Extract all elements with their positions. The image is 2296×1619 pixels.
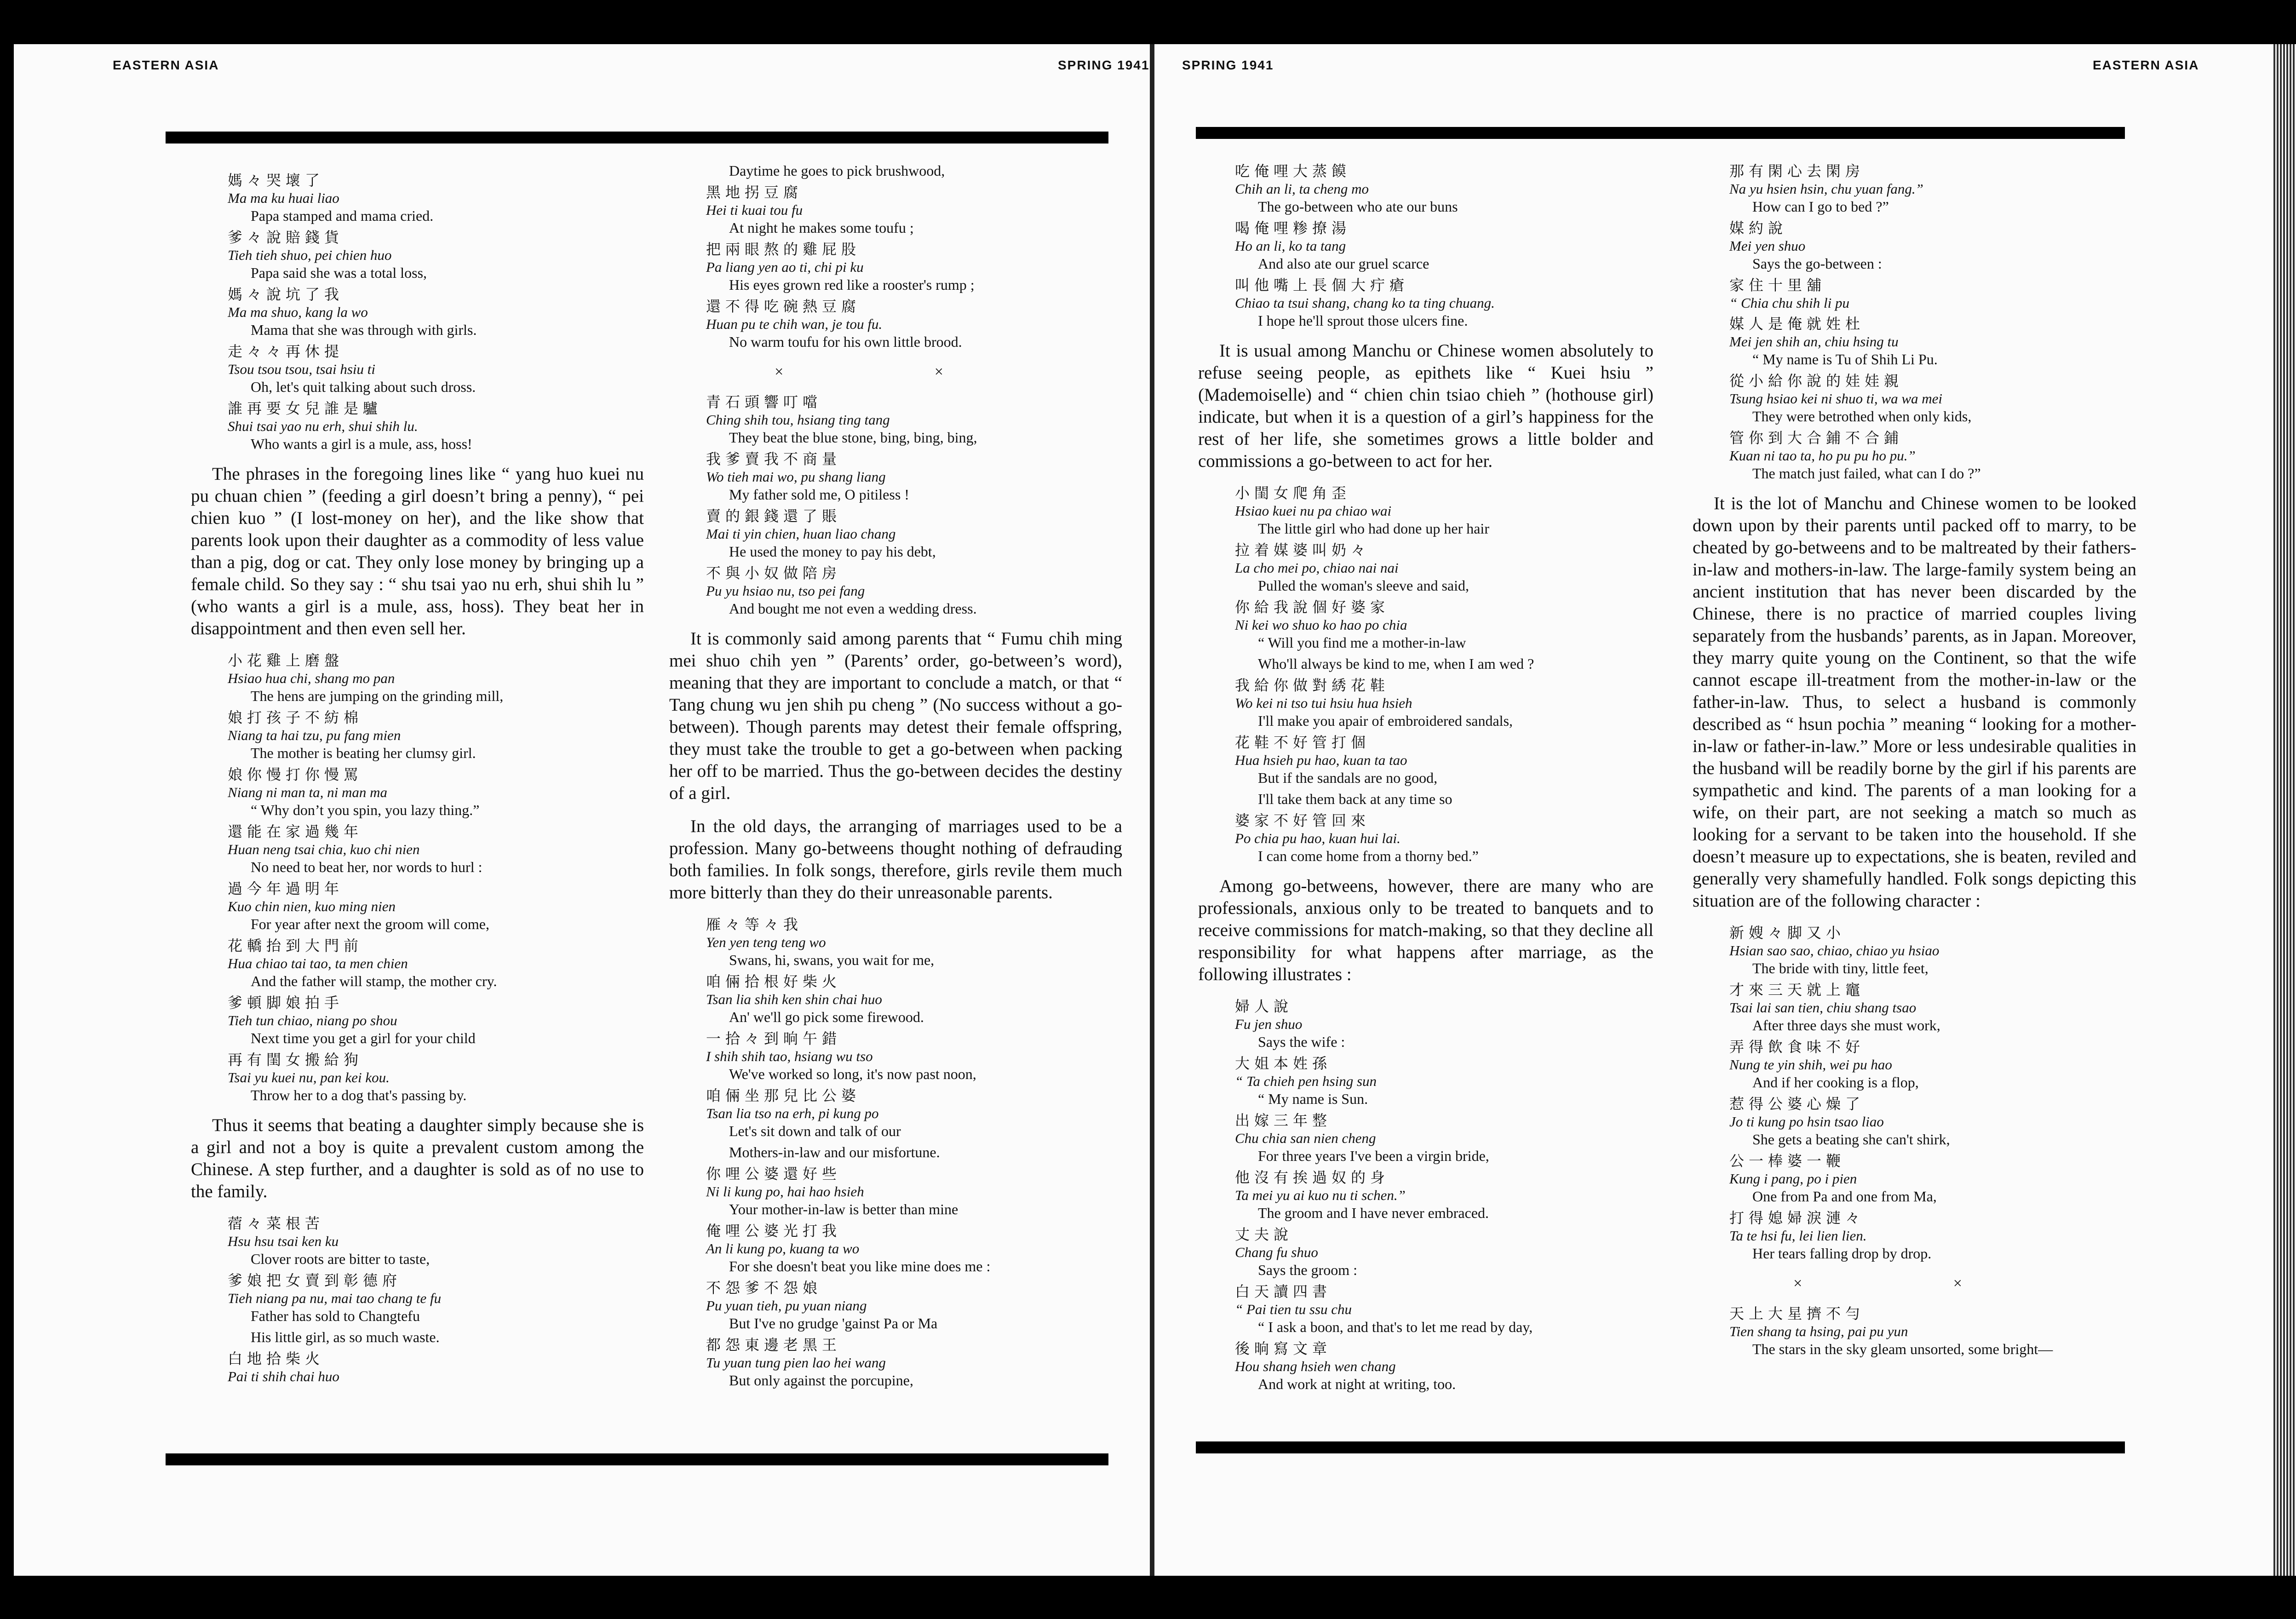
verse	[1198, 733, 1653, 787]
english-line: The stars in the sky gleam unsorted, some bright—	[1752, 1341, 2053, 1357]
verse	[1198, 483, 1653, 538]
english-line: The groom and I have never embraced.	[1258, 1205, 1489, 1221]
verse	[669, 161, 1122, 180]
right-page	[1154, 44, 2272, 1576]
chinese-line: 媽々哭壞了	[228, 172, 325, 189]
chinese-line: 爹々說賠錢貨	[228, 229, 344, 246]
chinese-line: 爹娘把女賣到彰德府	[228, 1272, 402, 1289]
romanization-line: Ho an li, ko ta tang	[1235, 238, 1346, 254]
english-line: No warm toufu for his own little brood.	[729, 333, 962, 350]
paragraph: It is usual among Manchu or Chinese women absolutely to refuse seeing people, as epithets like “ Kuei hsiu ” (Mademoiselle) and “ chien chin tsiao chieh ” (hothouse girl) indicate, but when it is a question of a girl’s happiness for the rest of her life, she sometimes grows a little bolder and commissions a go-between to act for her.	[1198, 341, 1653, 471]
verse	[1693, 1304, 2136, 1358]
verse	[191, 285, 644, 339]
romanization-line: Yen yen teng teng wo	[706, 934, 826, 950]
romanization-line: I shih shih tao, hsiang wu tso	[706, 1048, 873, 1064]
verse	[669, 449, 1122, 504]
verse	[1198, 1282, 1653, 1336]
chinese-line: 惹得公婆心燥了	[1729, 1095, 1865, 1113]
chinese-line: 婦人說	[1235, 998, 1293, 1015]
verse	[669, 1143, 1122, 1161]
english-line: They were betrothed when only kids,	[1752, 408, 1972, 425]
romanization-line: Mei jen shih an, chiu hsing tu	[1729, 333, 1899, 350]
chinese-line: 大姐本姓孫	[1235, 1055, 1332, 1072]
english-line: “ I ask a boon, and that's to let me read by day,	[1258, 1319, 1533, 1335]
romanization-line: “ Chia chu shih li pu	[1729, 295, 1849, 311]
romanization-line: Po chia pu hao, kuan hui lai.	[1235, 830, 1401, 846]
romanization-line: Hsian sao sao, chiao, chiao yu hsiao	[1729, 942, 1940, 959]
verse-group-2	[669, 392, 1122, 618]
english-line: Your mother-in-law is better than mine	[729, 1201, 959, 1217]
chinese-line: 喝俺哩糁撩湯	[1235, 219, 1351, 237]
verse	[1693, 1037, 2136, 1091]
english-line: The match just failed, what can I do ?”	[1752, 465, 1981, 482]
paragraph: The phrases in the foregoing lines like “ yang huo kuei nu pu chuan chien ” (feeding a girl doesn’t bring a penny), “ pei chien kuo ” (I lost-money on her), and the like show that parents look upon their daughter as a commodity of less value than a pig, dog or cat. They only lose money by bringing up a female child. So they say : “ shu tsai yao nu erh, shui shih lu ” (who wants a girl is a mule, ass, hoss). They beat her in disappointment and then even sell her.	[191, 464, 644, 638]
verse-group-1	[1198, 161, 1653, 330]
verse	[1693, 276, 2136, 311]
english-line: The go-between who ate our buns	[1258, 198, 1458, 215]
english-line: But if the sandals are no good,	[1258, 769, 1438, 786]
romanization-line: Tu yuan tung pien lao hei wang	[706, 1355, 886, 1371]
verse	[1693, 923, 2136, 977]
english-line: She gets a beating she can't shirk,	[1752, 1131, 1950, 1148]
english-line: An' we'll go pick some firewood.	[729, 1009, 924, 1025]
verse-group-3	[1693, 1304, 2136, 1358]
right-column-1	[1198, 161, 1653, 1403]
verse	[1198, 597, 1653, 652]
verse	[1198, 654, 1653, 673]
english-line: Who'll always be kind to me, when I am wed ?	[1258, 655, 1534, 672]
english-line: Says the go-between :	[1752, 255, 1882, 272]
chinese-line: 你給我說個好婆家	[1235, 598, 1390, 616]
verse	[669, 392, 1122, 447]
chinese-line: 俺哩公婆光打我	[706, 1222, 842, 1240]
english-line: Clover roots are bitter to taste,	[251, 1251, 430, 1267]
romanization-line: Chiao ta tsui shang, chang ko ta ting chuang.	[1235, 295, 1495, 311]
chinese-line: 一拾々到晌午錯	[706, 1030, 842, 1047]
english-line: I'll make you apair of embroidered sandals,	[1258, 712, 1513, 729]
verse	[1693, 161, 2136, 216]
verse	[191, 1050, 644, 1104]
romanization-line: Kung i pang, po i pien	[1729, 1171, 1857, 1187]
romanization-line: Tsan lia tso na erh, pi kung po	[706, 1105, 879, 1121]
verse	[191, 1349, 644, 1385]
romanization-line: Ta mei yu ai kuo nu ti schen.”	[1235, 1187, 1406, 1203]
english-line: Throw her to a dog that's passing by.	[251, 1087, 467, 1103]
chinese-line: 小花雞上磨盤	[228, 652, 344, 669]
left-column-2	[669, 161, 1122, 1400]
english-line: The bride with tiny, little feet,	[1752, 960, 1929, 976]
chinese-line: 叫他嘴上長個大疔瘡	[1235, 276, 1409, 294]
paragraph: It is the lot of Manchu and Chinese women to be looked down upon by their parents until packed off to marry, to be cheated by go-betweens and to be maltreated by their fathers-in-law and mothers-in-law. The large-family system being an ancient institution that has never been discarded by the Chinese, there is no practice of married couples living separately from the husbands’ parents, as in Japan. Moreover, they marry quite young on the Continent, so that the wife cannot escape ill-treatment from the mother-in-law or the father-in-law. Thus, to select a husband is commonly described as “ hsun pochia ” meaning “ looking for a mother-in-law or father-in-law.” More or less undesirable qualities in the husband will be readily borne by the girl if his parents are sympathetic and kind. The parents of a man looking for a wife, on their part, are not seeking a match so much as looking for a servant to be taken into the household. If she doesn’t measure up to expectations, she is beaten, reviled and generally very shamefully handled. Folk songs depicting this situation are of the following character :	[1693, 494, 2136, 911]
romanization-line: Fu jen shuo	[1235, 1016, 1303, 1032]
verse	[1198, 811, 1653, 865]
verse-group-2	[191, 651, 644, 1104]
english-line: We've worked so long, it's now past noon,	[729, 1066, 976, 1082]
chinese-line: 婆家不好管回來	[1235, 812, 1371, 829]
verse	[191, 228, 644, 282]
verse	[1693, 371, 2136, 425]
section-separator: × ×	[775, 363, 1017, 380]
chinese-line: 走々々再休提	[228, 343, 344, 360]
chinese-line: 他沒有挨過奴的身	[1235, 1169, 1390, 1186]
english-line: For three years I've been a virgin bride,	[1258, 1148, 1489, 1164]
chinese-line: 白地拾柴火	[228, 1350, 325, 1367]
verse	[669, 1335, 1122, 1389]
left-column-1	[191, 171, 644, 1395]
chinese-line: 過今年過明年	[228, 880, 344, 897]
verse	[191, 399, 644, 453]
romanization-line: Hou shang hsieh wen chang	[1235, 1358, 1396, 1374]
verse	[669, 1086, 1122, 1140]
english-line: Daytime he goes to pick brushwood,	[729, 162, 945, 179]
english-line: My father sold me, O pitiless !	[729, 486, 909, 503]
romanization-line: Ni li kung po, hai hao hsieh	[706, 1183, 864, 1200]
english-line: They beat the blue stone, bing, bing, bing,	[729, 429, 977, 446]
english-line: After three days she must work,	[1752, 1017, 1940, 1033]
english-line: “ Why don’t you spin, you lazy thing.”	[251, 802, 480, 818]
verse	[669, 240, 1122, 294]
romanization-line: Ma ma shuo, kang la wo	[228, 304, 368, 320]
romanization-line: Jo ti kung po hsin tsao liao	[1729, 1114, 1884, 1130]
verse	[669, 1029, 1122, 1083]
romanization-line: Tieh tun chiao, niang po shou	[228, 1012, 397, 1028]
chinese-line: 娘你慢打你慢罵	[228, 766, 363, 783]
romanization-line: Hsiao kuei nu pa chiao wai	[1235, 503, 1392, 519]
english-line: Mama that she was through with girls.	[251, 322, 477, 338]
verse	[191, 171, 644, 225]
chinese-line: 咱倆坐那兒比公婆	[706, 1087, 861, 1104]
chinese-line: 青石頭響叮噹	[706, 393, 822, 411]
verse-group-2	[1198, 483, 1653, 865]
chinese-line: 把兩眼熬的雞屁股	[706, 241, 861, 258]
verse-group-1	[1693, 161, 2136, 482]
chinese-line: 媒人是俺就姓杜	[1729, 315, 1865, 333]
chinese-line: 新嫂々脚又小	[1729, 924, 1846, 942]
verse	[191, 708, 644, 762]
chinese-line: 打得媳婦淚漣々	[1729, 1209, 1865, 1227]
english-line: I can come home from a thorny bed.”	[1258, 848, 1479, 864]
chinese-line: 還能在家過幾年	[228, 823, 363, 840]
english-line: But only against the porcupine,	[729, 1372, 913, 1389]
english-line: “ My name is Tu of Shih Li Pu.	[1752, 351, 1938, 367]
english-line: Pulled the woman's sleeve and said,	[1258, 577, 1469, 594]
section-separator: × ×	[1793, 1275, 2036, 1292]
romanization-line: Pa liang yen ao ti, chi pi ku	[706, 259, 864, 275]
romanization-line: Kuo chin nien, kuo ming nien	[228, 898, 396, 914]
verse	[669, 1164, 1122, 1218]
verse	[191, 879, 644, 933]
romanization-line: Tsai yu kuei nu, pan kei kou.	[228, 1069, 390, 1085]
romanization-line: Tien shang ta hsing, pai pu yun	[1729, 1323, 1908, 1339]
verse	[1198, 161, 1653, 216]
chinese-line: 公一棒婆一鞭	[1729, 1152, 1846, 1170]
english-line: “ Will you find me a mother-in-law	[1258, 634, 1466, 651]
romanization-line: Ching shih tou, hsiang ting tang	[706, 412, 890, 428]
chinese-line: 咱倆拾根好柴火	[706, 973, 842, 990]
english-line: “ My name is Sun.	[1258, 1091, 1368, 1107]
chinese-line: 天上大星擠不勻	[1729, 1305, 1865, 1322]
chinese-line: 爹頓脚娘拍手	[228, 994, 344, 1011]
romanization-line: Tsai lai san tien, chiu shang tsao	[1729, 999, 1917, 1016]
romanization-line: Hua chiao tai tao, ta men chien	[228, 955, 408, 971]
romanization-line: Chang fu shuo	[1235, 1244, 1318, 1260]
romanization-line: Hsu hsu tsai ken ku	[228, 1233, 339, 1249]
english-line: Father has sold to Changtefu	[251, 1308, 420, 1324]
verse	[1198, 1225, 1653, 1279]
romanization-line: Tsung hsiao kei ni shuo ti, wa wa mei	[1729, 390, 1943, 407]
verse	[669, 1221, 1122, 1275]
english-line: Mothers-in-law and our misfortune.	[729, 1144, 940, 1160]
english-line: His little girl, as so much waste.	[251, 1329, 440, 1345]
english-line: Papa said she was a total loss,	[251, 264, 427, 281]
chinese-line: 從小給你說的娃娃親	[1729, 372, 1904, 390]
right-running-date: SPRING 1941	[1182, 58, 1274, 72]
book-page-edges	[2272, 44, 2296, 1576]
english-line: The little girl who had done up her hair	[1258, 520, 1489, 537]
bottom-rule-right	[1196, 1441, 2125, 1453]
chinese-line: 媽々說坑了我	[228, 286, 344, 303]
romanization-line: Shui tsai yao nu erh, shui shih lu.	[228, 418, 418, 434]
verse	[1198, 218, 1653, 273]
chinese-line: 娘打孩子不紡棉	[228, 709, 363, 726]
romanization-line: La cho mei po, chiao nai nai	[1235, 560, 1399, 576]
romanization-line: Tieh niang pa nu, mai tao chang te fu	[228, 1290, 442, 1306]
chinese-line: 不與小奴做陪房	[706, 564, 842, 582]
english-line: And also ate our gruel scarce	[1258, 255, 1429, 272]
romanization-line: “ Pai tien tu ssu chu	[1235, 1301, 1352, 1317]
romanization-line: Tieh tieh shuo, pei chien huo	[228, 247, 392, 263]
romanization-line: Hua hsieh pu hao, kuan ta tao	[1235, 752, 1407, 768]
verse-group-3	[669, 915, 1122, 1389]
verse	[191, 342, 644, 396]
chinese-line: 我爹賣我不商量	[706, 450, 842, 468]
verse	[191, 993, 644, 1047]
paragraph: Among go-betweens, however, there are many who are professionals, anxious only to be treated to banquets and to receive commissions for match-making, so that they decline all responsibility for what happens after marriage, as the following illustrates :	[1198, 876, 1653, 984]
paragraph: Thus it seems that beating a daughter simply because she is a girl and not a boy is quite a prevalent custom among the Chinese. A step further, and a daughter is sold as of no use to the family.	[191, 1115, 644, 1201]
verse	[1693, 314, 2136, 368]
verse	[1198, 676, 1653, 730]
verse	[669, 915, 1122, 969]
chinese-line: 都怨東邊老黑王	[706, 1336, 842, 1354]
chinese-line: 小閨女爬角歪	[1235, 484, 1351, 502]
page-gutter	[1150, 44, 1154, 1576]
romanization-line: Pai ti shih chai huo	[228, 1368, 339, 1384]
verse	[1693, 428, 2136, 482]
english-line: I'll take them back at any time so	[1258, 791, 1452, 807]
chinese-line: 還不得吃碗熱豆腐	[706, 298, 861, 315]
verse-group-1	[191, 171, 644, 453]
top-rule-right	[1196, 127, 2125, 139]
verse	[669, 563, 1122, 618]
chinese-line: 丈夫說	[1235, 1226, 1293, 1243]
verse	[1693, 218, 2136, 273]
verse	[191, 651, 644, 705]
verse	[1198, 540, 1653, 595]
verse	[669, 183, 1122, 237]
romanization-line: An li kung po, kuang ta wo	[706, 1240, 860, 1257]
english-line: Papa stamped and mama cried.	[251, 207, 434, 224]
verse-group-1	[669, 161, 1122, 351]
english-line: And bought me not even a wedding dress.	[729, 600, 977, 617]
english-line: The mother is beating her clumsy girl.	[251, 745, 476, 761]
paragraph: In the old days, the arranging of marriages used to be a profession. Many go-betweens thought nothing of defrauding both families. In folk songs, therefore, girls revile them much more bitterly than they do their unreasonable parents.	[669, 816, 1122, 902]
chinese-line: 你哩公婆還好些	[706, 1165, 842, 1183]
english-line: And if her cooking is a flop,	[1752, 1074, 1919, 1091]
right-column-2	[1693, 161, 2136, 1368]
romanization-line: Kuan ni tao ta, ho pu pu ho pu.”	[1729, 448, 1916, 464]
chinese-line: 蓿々菜根苦	[228, 1215, 325, 1232]
chinese-line: 吃俺哩大蒸饃	[1235, 162, 1351, 180]
romanization-line: Huan neng tsai chia, kuo chi nien	[228, 841, 420, 857]
verse	[1198, 1339, 1653, 1393]
chinese-line: 媒約說	[1729, 219, 1788, 237]
chinese-line: 出嫁三年整	[1235, 1112, 1332, 1129]
left-running-title: EASTERN ASIA	[113, 58, 219, 72]
english-line: He used the money to pay his debt,	[729, 543, 936, 560]
bottom-rule-left	[166, 1453, 1108, 1465]
romanization-line: Huan pu te chih wan, je tou fu.	[706, 316, 883, 332]
english-line: His eyes grown red like a rooster's rump ;	[729, 276, 975, 293]
chinese-line: 我給你做對綉花鞋	[1235, 677, 1390, 694]
english-line: The hens are jumping on the grinding mill,	[251, 688, 504, 704]
left-running-date: SPRING 1941	[1058, 58, 1150, 72]
english-line: And work at night at writing, too.	[1258, 1376, 1456, 1392]
english-line: Next time you get a girl for your child	[251, 1030, 476, 1046]
romanization-line: Nung te yin shih, wei pu hao	[1729, 1056, 1892, 1073]
chinese-line: 不怨爹不怨娘	[706, 1279, 822, 1297]
left-page	[14, 44, 1150, 1576]
english-line: And the father will stamp, the mother cry.	[251, 973, 497, 989]
verse	[669, 1278, 1122, 1332]
right-running-title: EASTERN ASIA	[2093, 58, 2199, 72]
english-line: Who wants a girl is a mule, ass, hoss!	[251, 436, 472, 452]
english-line: But I've no grudge 'gainst Pa or Ma	[729, 1315, 938, 1332]
verse	[1693, 1094, 2136, 1148]
verse	[1693, 1151, 2136, 1206]
romanization-line: Pu yuan tieh, pu yuan niang	[706, 1297, 867, 1314]
verse	[1198, 1168, 1653, 1222]
romanization-line: Wo tieh mai wo, pu shang liang	[706, 469, 886, 485]
verse	[1198, 997, 1653, 1051]
romanization-line: Hei ti kuai tou fu	[706, 202, 803, 218]
verse	[191, 1328, 644, 1346]
chinese-line: 再有閨女搬給狗	[228, 1051, 363, 1068]
romanization-line: Ta te hsi fu, lei lien lien.	[1729, 1228, 1867, 1244]
english-line: I hope he'll sprout those ulcers fine.	[1258, 312, 1468, 329]
english-line: One from Pa and one from Ma,	[1752, 1188, 1937, 1205]
romanization-line: “ Ta chieh pen hsing sun	[1235, 1073, 1377, 1089]
verse	[1693, 980, 2136, 1034]
english-line: For year after next the groom will come,	[251, 916, 489, 932]
chinese-line: 白天讀四書	[1235, 1283, 1332, 1300]
chinese-line: 家住十里舖	[1729, 276, 1826, 294]
romanization-line: Wo kei ni tso tui hsiu hua hsieh	[1235, 695, 1412, 711]
english-line: For she doesn't beat you like mine does me :	[729, 1258, 991, 1275]
chinese-line: 雁々等々我	[706, 916, 803, 933]
chinese-line: 拉着媒婆叫奶々	[1235, 541, 1371, 559]
verse	[1693, 1208, 2136, 1263]
english-line: No need to beat her, nor words to hurl :	[251, 859, 482, 875]
romanization-line: Niang ta hai tzu, pu fang mien	[228, 727, 401, 743]
chinese-line: 花轎抬到大門前	[228, 937, 363, 954]
romanization-line: Tsou tsou tsou, tsai hsiu ti	[228, 361, 376, 377]
verse	[1198, 1054, 1653, 1108]
romanization-line: Chu chia san nien cheng	[1235, 1130, 1376, 1146]
verse	[1198, 790, 1653, 808]
romanization-line: Niang ni man ta, ni man ma	[228, 784, 388, 800]
verse	[1198, 1111, 1653, 1165]
chinese-line: 弄得飲食味不好	[1729, 1038, 1865, 1056]
chinese-line: 黑地拐豆腐	[706, 184, 803, 201]
chinese-line: 賣的銀錢還了賬	[706, 507, 842, 525]
romanization-line: Ma ma ku huai liao	[228, 190, 339, 206]
chinese-line: 後晌寫文章	[1235, 1340, 1332, 1357]
verse	[191, 1214, 644, 1268]
english-line: Oh, let's quit talking about such dross.	[251, 379, 476, 395]
english-line: Says the wife :	[1258, 1033, 1345, 1050]
verse	[1198, 276, 1653, 330]
chinese-line: 才來三天就上竈	[1729, 981, 1865, 999]
paragraph: It is commonly said among parents that “ Fumu chih ming mei shuo chih yen ” (Parents’ order, go-between’s word), meaning that they are important to conclude a match, or that “ Tang chung wu jen shih pu cheng ” (No success without a go-between). Though parents may detest their female offspring, they must take the trouble to get a go-between when packing her off to be married. Thus the go-between decides the destiny of a girl.	[669, 629, 1122, 803]
verse	[191, 936, 644, 990]
verse	[669, 297, 1122, 351]
chinese-line: 誰再要女兒誰是驢	[228, 400, 383, 417]
chinese-line: 管你到大合鋪不合鋪	[1729, 429, 1904, 447]
verse	[669, 972, 1122, 1026]
romanization-line: Chih an li, ta cheng mo	[1235, 181, 1369, 197]
english-line: Let's sit down and talk of our	[729, 1123, 901, 1139]
romanization-line: Na yu hsien hsin, chu yuan fang.”	[1729, 181, 1923, 197]
verse	[669, 506, 1122, 561]
top-rule-left	[166, 132, 1108, 144]
romanization-line: Ni kei wo shuo ko hao po chia	[1235, 617, 1407, 633]
verse-group-3	[191, 1214, 644, 1385]
verse	[191, 822, 644, 876]
verse	[191, 765, 644, 819]
english-line: At night he makes some toufu ;	[729, 219, 914, 236]
english-line: Her tears falling drop by drop.	[1752, 1245, 1932, 1262]
verse-group-3	[1198, 997, 1653, 1393]
romanization-line: Pu yu hsiao nu, tso pei fang	[706, 583, 865, 599]
english-line: How can I go to bed ?”	[1752, 198, 1889, 215]
english-line: Says the groom :	[1258, 1262, 1357, 1278]
verse-group-2	[1693, 923, 2136, 1263]
chinese-line: 花鞋不好管打個	[1235, 734, 1371, 751]
romanization-line: Hsiao hua chi, shang mo pan	[228, 670, 395, 686]
chinese-line: 那有閑心去閑房	[1729, 162, 1865, 180]
english-line: Swans, hi, swans, you wait for me,	[729, 952, 935, 968]
verse	[191, 1271, 644, 1325]
romanization-line: Mai ti yin chien, huan liao chang	[706, 526, 896, 542]
romanization-line: Tsan lia shih ken shin chai huo	[706, 991, 882, 1007]
romanization-line: Mei yen shuo	[1729, 238, 1806, 254]
